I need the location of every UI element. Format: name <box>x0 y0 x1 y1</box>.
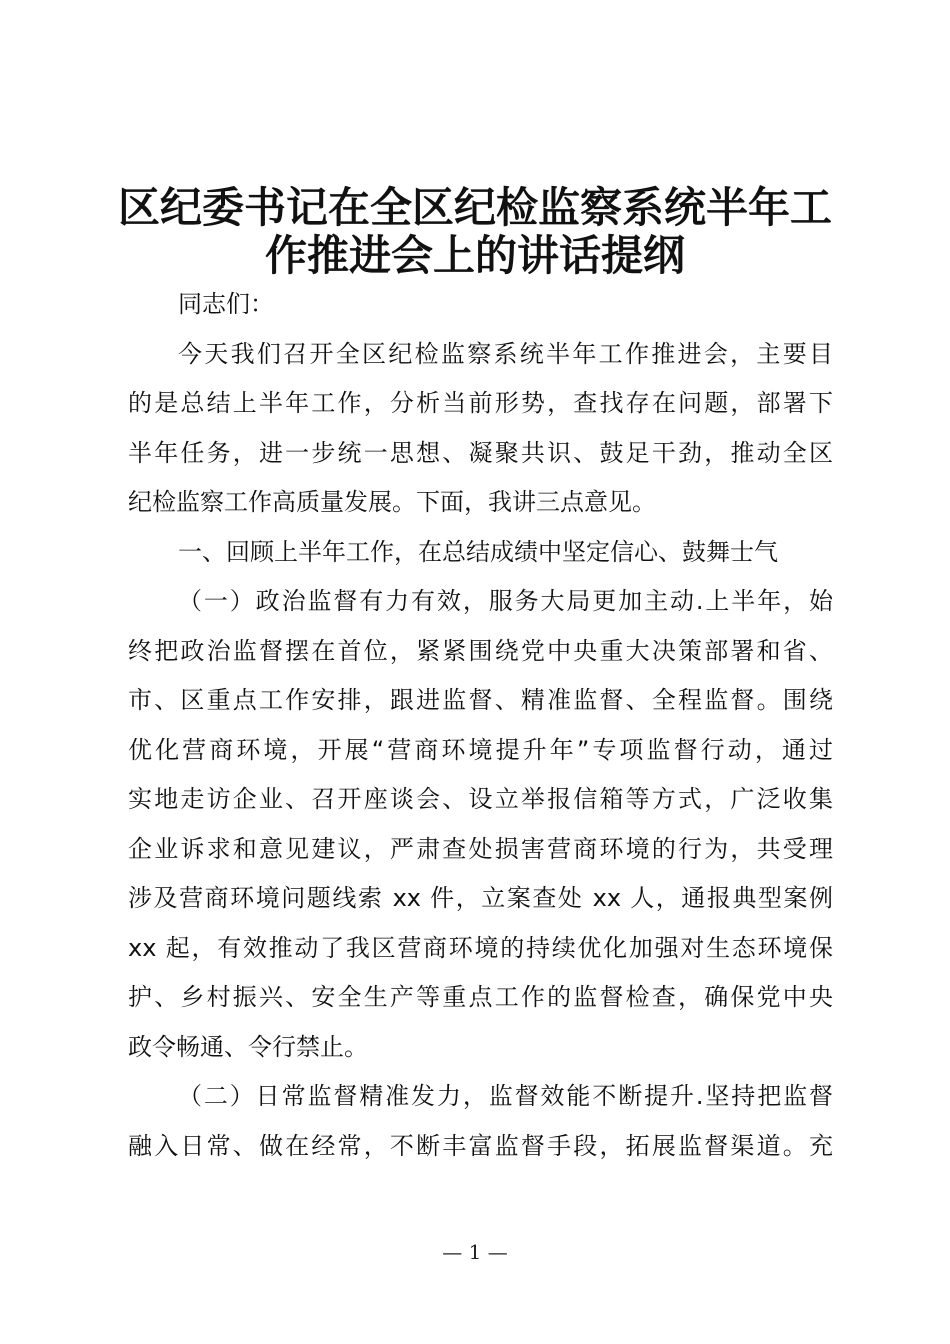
paragraph-line: 市、区重点工作安排，跟进监督、精准监督、全程监督。围绕 <box>128 686 833 714</box>
paragraph-line: 融入日常、做在经常，不断丰富监督手段，拓展监督渠道。充 <box>128 1131 833 1160</box>
section-heading-text: 一、回顾上半年工作，在总结成绩中坚定信心、鼓舞士气 <box>178 537 778 566</box>
paragraph <box>128 330 833 528</box>
paragraph-line: 终把政治监督摆在首位，紧紧围绕党中央重大决策部署和省、 <box>128 636 833 665</box>
salutation: 同志们： <box>178 290 274 318</box>
section-heading <box>128 528 833 578</box>
paragraph-line: xx 起，有效推动了我区营商环境的持续优化加强对生态环境保 <box>128 933 833 962</box>
paragraph-line: 实地走访企业、召开座谈会、设立举报信箱等方式，广泛收集 <box>128 785 833 813</box>
paragraph-line: 今天我们召开全区纪检监察系统半年工作推进会，主要目 <box>178 339 833 368</box>
paragraph-line: 涉及营商环境问题线索 xx 件，立案查处 xx 人，通报典型案例 <box>128 884 833 912</box>
paragraph <box>128 577 833 1072</box>
paragraph-line: 护、乡村振兴、安全生产等重点工作的监督检查，确保党中央 <box>128 983 833 1011</box>
paragraph-line: 半年任务，进一步统一思想、凝聚共识、鼓足干劲，推动全区 <box>128 438 833 467</box>
document-title-line-1: 区纪委书记在全区纪检监察系统半年工 <box>117 183 832 232</box>
paragraph-line: （二）日常监督精准发力，监督效能不断提升.坚持把监督 <box>178 1082 833 1110</box>
page-number: — 1 — <box>442 1240 508 1264</box>
paragraph-line: 政令畅通、令行禁止。 <box>128 1032 368 1061</box>
paragraph-line: 的是总结上半年工作，分析当前形势，查找存在问题，部署下 <box>128 389 833 417</box>
paragraph-line: 优化营商环境，开展“营商环境提升年”专项监督行动，通过 <box>128 735 833 764</box>
document-body <box>128 280 833 1171</box>
paragraph-line: 纪检监察工作高质量发展。下面，我讲三点意见。 <box>128 488 656 516</box>
paragraph-line: （一）政治监督有力有效，服务大局更加主动.上半年，始 <box>178 587 833 615</box>
paragraph <box>128 1072 833 1171</box>
document-title-line-2: 作推进会上的讲话提纲 <box>264 231 685 280</box>
paragraph-line: 企业诉求和意见建议，严肃查处损害营商环境的行为，共受理 <box>128 834 833 863</box>
